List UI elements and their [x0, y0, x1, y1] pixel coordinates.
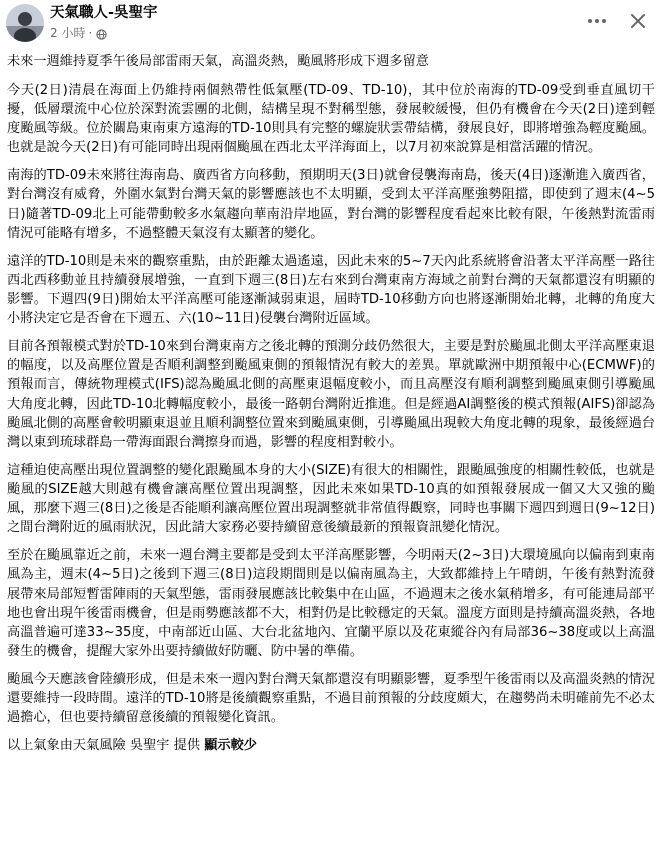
- credit-text: 以上氣象由天氣風險 吳聖宇 提供: [7, 738, 201, 754]
- meta-separator: ·: [88, 26, 93, 40]
- globe-icon: [96, 28, 107, 39]
- paragraph-2: 南海的TD-09未來將往海南島、廣西省方向移動，預期明天(3日)就會侵襲海南島，後天(4日)逐漸進入廣西省，對台灣沒有威脅，外圍水氣對台灣天氣的影響應該也不太明顯，受到太平洋高壓強勢阻擋，即使到了週末(4~5日)隨著TD-09北上可能帶動較多水氣趨向華南沿岸地區，對台灣的影響程度看起來比較有限，午後熱對流雷雨情況可能略有增多，不過整體天氣沒有太顯著的變化。: [7, 168, 655, 241]
- post-meta: [50, 25, 107, 41]
- post-headline: 未來一週維持夏季午後局部雷雨天氣，高溫炎熱，颱風將形成下週多留意: [7, 54, 429, 69]
- paragraph-1: 今天(2日)清晨在海面上仍維持兩個熱帶性低氣壓(TD-09、TD-10)，其中位於南海的TD-09受到垂直風切干擾，低層環流中心位於深對流雲團的北側，結構呈現不對稱型態，發展較緩慢，但仍有機會在今天(2日)達到輕度颱風等級。位於關島東南東方遠海的TD-10則具有完整的螺旋狀雲帶結構，發展良好，即將增強為輕度颱風。也就是說今天(2日)有可能同時出現兩個颱風在西北太平洋海面上，以7月初來說算是相當活躍的情況。: [7, 82, 655, 156]
- paragraph-4: 目前各預報模式對於TD-10來到台灣東南方之後北轉的預測分歧仍然很大，主要是對於颱風北側太平洋高壓東退的幅度，以及高壓位置是否順利調整到颱風東側的預報情況有較大的差異。單就歐洲中期預報中心(ECMWF)的預報而言，傳統物理模式(IFS)認為颱風北側的高壓東退幅度較小，而且高壓沒有順利調整到颱風東側引導颱風大角度北轉，因此TD-10北轉幅度較小，最後一路朝台灣附近推進。但是經過AI調整後的模式預報(AIFS)卻認為颱風北側的高壓會較明顯東退並且順利調整位置來到颱風東側，引導颱風出現較大角度北轉的現象，最後經過台灣以東到琉球群島一帶海面跟台灣擦身而過，影響的程度相對較小。: [7, 338, 655, 450]
- close-icon[interactable]: [626, 9, 650, 33]
- paragraph-3: 遠洋的TD-10則是未來的觀察重點，由於距離太過遙遠，因此未來的5~7天內此系統將會沿著太平洋高壓一路往西北西移動並且持續發展增強，一直到下週三(8日)左右來到台灣東南方海域之前對台灣的天氣都還沒有明顯的影響。下週四(9日)開始太平洋高壓可能逐漸減弱東退，屆時TD-10移動方向也將逐漸開始北轉，北轉的角度大小將決定它是否會在下週五、六(10~11日)侵襲台灣附近區域。: [7, 253, 655, 327]
- paragraph-5: 這種迫使高壓出現位置調整的變化跟颱風本身的大小(SIZE)有很大的相關性，跟颱風強度的相關性較低，也就是颱風的SIZE越大則越有機會讓高壓位置出現調整，因此未來如果TD-10真的如預報發展成一個又大又強的颱風，那麼下週三(8日)之後是否能順利讓高壓位置出現調整就非常值得觀察，同時也事關下週四到週日(9~12日)之間台灣附近的風雨狀況，因此請大家務必要持續留意後續最新的預報資訊變化情況。: [7, 462, 655, 536]
- paragraph-6: 至於在颱風靠近之前，未來一週台灣主要都是受到太平洋高壓影響，今明兩天(2~3日)大環境風向以偏南到東南風為主，週末(4~5日)之後到下週三(8日)這段期間則是以偏南風為主，大致都維持上午晴朗，午後有熱對流發展帶來局部短暫雷陣雨的天氣型態，雷雨發展應該比較集中在山區，不過週末之後水氣稍增多，有可能連局部平地也會出現午後雷雨機會，但是雨勢應該都不大，相對仍是比較穩定的天氣。溫度方面則是持續高溫炎熱，各地高溫普遍可達33~35度，中南部近山區、大台北盆地內、宜蘭平原以及花東縱谷內有局部36~38度或以上高溫發生的機會，提醒大家外出要持續做好防曬、防中暑的準備。: [7, 548, 655, 660]
- post-time[interactable]: 2 小時: [50, 26, 86, 40]
- post-body: [7, 52, 655, 764]
- paragraph-7: 颱風今天應該會陸續形成，但是未來一週內對台灣天氣都還沒有明顯影響，夏季型午後雷雨以及高溫炎熱的情況還要維持一段時間。遠洋的TD-10將是後續觀察重點，不過目前預報的分歧度頗大，在趨勢尚未明確前先不必太過擔心，但也要持續留意後續的預報變化資訊。: [7, 671, 655, 726]
- author-name[interactable]: 天氣職人-吳聖宇: [50, 5, 158, 21]
- more-options-icon[interactable]: [582, 9, 612, 33]
- show-less-link[interactable]: 顯示較少: [204, 738, 257, 754]
- avatar[interactable]: [6, 4, 44, 42]
- credit-line: [7, 736, 655, 755]
- post-header: [0, 0, 664, 48]
